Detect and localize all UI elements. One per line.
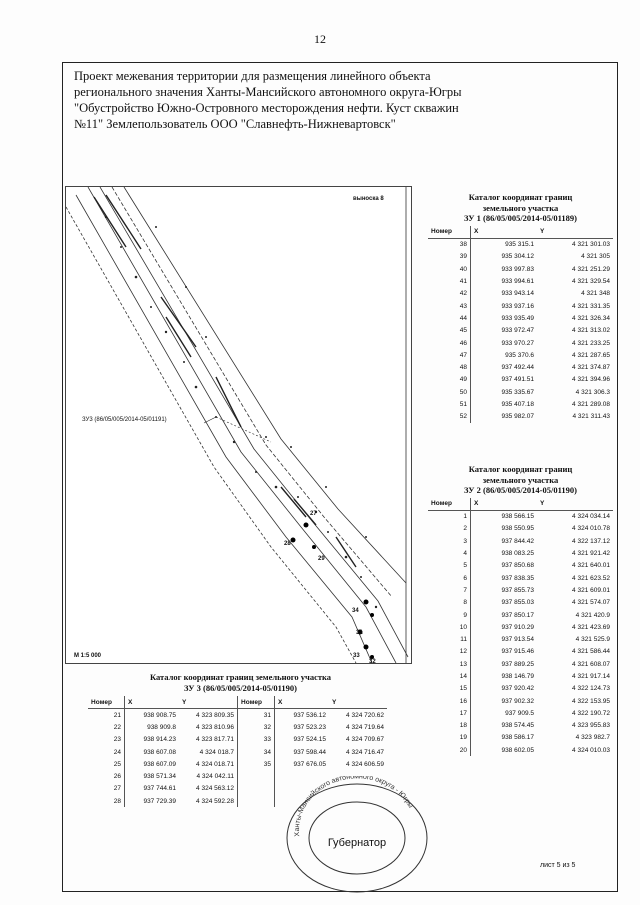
table-cell: 938 083.25 <box>501 550 534 558</box>
catalog-title-line: земельного участка <box>482 474 559 485</box>
table-cell: 4 321 305 <box>581 253 610 261</box>
table-cell: 938 914.23 <box>143 736 176 744</box>
table-cell: 4 321 586.44 <box>572 648 610 656</box>
table-row <box>428 683 613 695</box>
table-cell: 4 <box>428 547 471 559</box>
table-cell: 935 407.18 <box>501 401 534 408</box>
table-cell: 933 943.14 <box>501 290 534 298</box>
title-line: Проект межевания территории для размещения линейного объекта <box>74 69 431 83</box>
table-cell: 4 324 716.47 <box>346 748 384 756</box>
table-cell: 18 <box>428 720 471 732</box>
table-cell: 50 <box>428 386 471 398</box>
table-cell: 6 <box>428 572 471 584</box>
table-cell: 4 321 423.69 <box>572 623 610 631</box>
table-cell: 7 <box>428 584 471 596</box>
table-cell: 25 <box>88 758 125 770</box>
table-cell: 937 598.44 <box>293 748 326 756</box>
map-excerpt <box>65 186 412 664</box>
table-cell: 8 <box>428 597 471 609</box>
catalog-zu2 <box>428 464 613 756</box>
sheet-label: лист 5 из 5 <box>540 862 576 869</box>
table-cell: 13 <box>428 658 471 670</box>
table-cell: 937 676.05 <box>293 760 326 768</box>
table-cell <box>238 783 275 795</box>
column-header: Y <box>537 498 613 511</box>
table-cell: 937 855.73 <box>501 586 534 594</box>
table-row <box>428 288 613 300</box>
table-cell: 4 321 608.07 <box>572 660 610 668</box>
table-cell: 937 491.51 <box>501 376 534 384</box>
table-cell: 933 935.49 <box>501 314 534 322</box>
stamp-ring-text: Ханты-Мансийского автономного округа - Югры <box>293 776 414 837</box>
table-cell: 4 321 394.96 <box>572 376 610 384</box>
table-cell: 47 <box>428 349 471 361</box>
table-cell: 34 <box>238 746 275 758</box>
table-cell: 935 370.6 <box>505 351 534 359</box>
table-cell: 938 586.17 <box>501 734 534 742</box>
table-cell: 15 <box>428 683 471 695</box>
table-cell: 4 323 810.96 <box>179 721 238 733</box>
table-row <box>88 746 387 758</box>
title-line: №11" Землепользователь ООО "Славнефть-Нижневартовск" <box>74 117 396 131</box>
table-cell: 4 321 289.08 <box>572 401 610 408</box>
table-cell: 937 889.25 <box>501 660 534 668</box>
table-cell: 938 908.75 <box>143 711 176 719</box>
table-row <box>428 572 613 584</box>
table-cell: 4 324 709.67 <box>346 736 384 744</box>
corridor-line <box>66 207 356 663</box>
table-cell: 935 335.67 <box>501 388 534 396</box>
table-cell: 937 920.42 <box>501 685 534 693</box>
table-cell: 23 <box>88 734 125 746</box>
point-label: 29 <box>318 556 325 562</box>
table-cell: 937 915.46 <box>501 648 534 656</box>
catalog-title-line: Каталог координат границ <box>468 192 573 202</box>
table-cell: 933 994.61 <box>501 278 534 286</box>
table-cell: 46 <box>428 337 471 349</box>
table-cell: 938 566.15 <box>501 513 534 521</box>
table-cell: 938 574.45 <box>501 722 534 730</box>
table-cell: 4 323 982.7 <box>575 734 610 742</box>
table-cell: 48 <box>428 361 471 373</box>
table-cell: 4 321 233.25 <box>572 339 610 347</box>
table-cell: 4 322 153.95 <box>572 697 610 705</box>
table-cell: 38 <box>428 238 471 251</box>
catalog-title-line: земельного участка <box>482 202 559 213</box>
zu-leader-line <box>204 417 216 423</box>
table-cell: 4 324 592.28 <box>179 795 238 807</box>
corridor-lines <box>66 187 408 663</box>
table-cell: 4 321 525.9 <box>575 636 610 644</box>
table-cell: 4 321 326.34 <box>572 314 610 322</box>
table-cell: 4 324 018.71 <box>179 758 238 770</box>
column-header: Y <box>329 696 387 709</box>
point-label: 27 <box>310 511 317 517</box>
table-cell: 43 <box>428 300 471 312</box>
table-cell: 45 <box>428 325 471 337</box>
table-cell: 938 607.09 <box>143 760 176 768</box>
corridor-line <box>124 187 406 583</box>
column-header: Y <box>179 696 238 709</box>
table-cell: 937 910.29 <box>501 623 534 631</box>
table-cell: 4 321 348 <box>581 290 610 298</box>
table-row <box>428 523 613 535</box>
catalog-title <box>428 464 613 496</box>
table-cell: 937 850.68 <box>501 562 534 570</box>
table-row <box>428 411 613 423</box>
table-row <box>428 707 613 719</box>
table-cell: 937 523.23 <box>293 723 326 731</box>
table-cell: 12 <box>428 646 471 658</box>
table-cell: 44 <box>428 312 471 324</box>
table-cell: 5 <box>428 560 471 572</box>
table-row <box>428 744 613 756</box>
column-header: X <box>125 696 180 709</box>
table-cell: 4 322 124.73 <box>572 685 610 693</box>
point-label: 34 <box>352 608 359 614</box>
table-row <box>428 510 613 523</box>
table-cell: 4 321 329.54 <box>572 278 610 286</box>
table-cell: 10 <box>428 621 471 633</box>
table-cell: 4 324 018.7 <box>179 746 238 758</box>
table-cell: 20 <box>428 744 471 756</box>
table-cell: 33 <box>238 734 275 746</box>
table-cell: 22 <box>88 721 125 733</box>
zu-leader-line <box>216 417 271 442</box>
callout-label: выноска 8 <box>353 196 384 202</box>
column-header: Номер <box>428 226 471 239</box>
coordinate-table <box>428 498 613 757</box>
table-row <box>428 238 613 251</box>
scale-label: М 1:5 000 <box>74 653 102 659</box>
table-cell: 4 321 921.42 <box>572 550 610 558</box>
table-cell: 937 524.15 <box>293 736 326 744</box>
table-cell: 4 322 137.12 <box>572 537 610 545</box>
table-row <box>428 312 613 324</box>
table-cell: 2 <box>428 523 471 535</box>
table-cell: 937 492.44 <box>501 364 534 372</box>
table-cell: 21 <box>88 709 125 722</box>
table-row <box>428 251 613 263</box>
table-cell: 935 304.12 <box>501 253 534 261</box>
column-header: Y <box>537 226 613 239</box>
table-cell: 4 321 301.03 <box>572 241 610 249</box>
table-row <box>428 621 613 633</box>
table-cell: 4 321 640.01 <box>572 562 610 570</box>
table-cell: 933 970.27 <box>501 339 534 347</box>
table-cell: 937 902.32 <box>501 697 534 705</box>
table-cell: 32 <box>238 721 275 733</box>
table-cell: 937 855.03 <box>501 599 534 607</box>
table-row <box>428 732 613 744</box>
point-label: 28 <box>284 541 291 547</box>
zu3-label: ЗУ3 (86/05/005/2014-05/01191) <box>82 417 167 423</box>
table-row <box>428 720 613 732</box>
table-cell: 938 146.79 <box>501 673 534 680</box>
table-row <box>428 349 613 361</box>
document-title <box>74 68 594 132</box>
table-cell: 4 321 331.35 <box>572 302 610 310</box>
table-cell: 937 909.5 <box>505 709 534 717</box>
table-cell: 4 321 306.3 <box>575 388 610 396</box>
table-row <box>428 670 613 682</box>
table-cell: 9 <box>428 609 471 621</box>
table-cell: 14 <box>428 670 471 682</box>
table-cell: 19 <box>428 732 471 744</box>
coordinate-table <box>428 226 613 423</box>
table-cell: 938 607.08 <box>143 748 176 756</box>
table-cell: 937 536.12 <box>293 711 326 719</box>
table-cell: 4 324 563.12 <box>179 783 238 795</box>
table-cell: 4 324 010.03 <box>572 746 610 754</box>
svg-text:Ханты-Мансийского автономного <box>294 776 414 837</box>
point-label: 32 <box>369 659 376 663</box>
corridor-line <box>76 195 372 663</box>
table-row <box>428 300 613 312</box>
table-cell: 26 <box>88 770 125 782</box>
governor-stamp <box>282 776 432 894</box>
table-row <box>428 633 613 645</box>
table-cell: 52 <box>428 411 471 423</box>
catalog-title-line: Каталог координат границ земельного участка <box>149 672 332 682</box>
table-cell: 4 321 313.02 <box>572 327 610 335</box>
table-row <box>88 758 387 770</box>
table-row <box>428 386 613 398</box>
table-cell: 24 <box>88 746 125 758</box>
catalog-title-line: ЗУ 2 (86/05/005/2014-05/01190) <box>464 485 577 495</box>
table-row <box>428 609 613 621</box>
table-row <box>428 597 613 609</box>
point-label: 33 <box>353 653 360 659</box>
table-row <box>428 275 613 287</box>
survey-marks <box>105 216 377 608</box>
table-cell: 3 <box>428 535 471 547</box>
table-cell: 42 <box>428 288 471 300</box>
table-cell: 933 937.16 <box>501 302 534 310</box>
table-row <box>428 584 613 596</box>
table-cell: 41 <box>428 275 471 287</box>
table-row <box>428 337 613 349</box>
page-number: 12 <box>314 32 326 46</box>
table-cell: 4 323 817.71 <box>179 734 238 746</box>
table-row <box>428 263 613 275</box>
table-cell: 27 <box>88 783 125 795</box>
corridor-line <box>88 187 396 663</box>
table-cell: 28 <box>88 795 125 807</box>
table-cell: 4 324 042.11 <box>179 770 238 782</box>
table-cell: 49 <box>428 374 471 386</box>
table-cell: 933 997.83 <box>501 265 534 273</box>
table-cell: 4 321 251.29 <box>572 265 610 273</box>
table-cell: 4 324 719.64 <box>346 723 384 731</box>
table-cell <box>238 770 275 782</box>
table-cell: 937 844.42 <box>501 537 534 545</box>
table-cell: 1 <box>428 510 471 523</box>
map-drawing <box>66 187 411 663</box>
table-cell: 39 <box>428 251 471 263</box>
table-row <box>428 398 613 410</box>
table-cell: 935 315.1 <box>505 241 534 249</box>
table-cell: 4 321 287.65 <box>572 351 610 359</box>
table-cell: 4 324 720.62 <box>346 711 384 719</box>
table-row <box>88 734 387 746</box>
table-cell: 4 321 311.43 <box>572 413 610 421</box>
table-cell: 4 321 917.14 <box>572 673 610 680</box>
table-cell: 17 <box>428 707 471 719</box>
table-cell: 4 321 623.52 <box>572 574 610 582</box>
table-cell <box>238 795 275 807</box>
table-cell: 35 <box>238 758 275 770</box>
table-row <box>428 695 613 707</box>
column-header: Номер <box>88 696 125 709</box>
table-row <box>88 721 387 733</box>
table-cell: 4 323 809.35 <box>179 709 238 722</box>
catalog-title <box>428 192 613 224</box>
table-cell: 31 <box>238 709 275 722</box>
table-cell: 937 838.35 <box>501 574 534 582</box>
table-row <box>88 709 387 722</box>
table-cell: 4 321 574.07 <box>572 599 610 607</box>
table-row <box>428 361 613 373</box>
table-cell: 4 321 420.9 <box>575 611 610 619</box>
table-cell: 4 324 010.78 <box>572 525 610 533</box>
title-line: регионального значения Ханты-Мансийского автономного округа-Югры <box>74 85 462 99</box>
title-line: "Обустройство Южно-Островного месторождения нефти. Куст скважин <box>74 101 459 115</box>
table-cell: 40 <box>428 263 471 275</box>
table-cell: 937 850.17 <box>501 611 534 619</box>
table-cell: 937 913.54 <box>501 636 534 644</box>
stamp-center-text: Губернатор <box>327 837 387 849</box>
table-cell: 4 322 190.72 <box>572 709 610 717</box>
table-cell: 51 <box>428 398 471 410</box>
catalog-title-line: ЗУ 3 (86/05/005/2014-05/01190) <box>184 682 297 693</box>
column-header: X <box>471 498 538 511</box>
table-row <box>428 646 613 658</box>
table-row <box>428 658 613 670</box>
table-row <box>428 560 613 572</box>
table-cell: 937 744.61 <box>143 785 176 793</box>
table-cell: 4 321 374.87 <box>572 364 610 372</box>
table-cell: 4 321 609.01 <box>572 586 610 594</box>
stamp-seal <box>282 776 432 894</box>
table-cell: 937 729.39 <box>143 797 176 805</box>
table-cell: 16 <box>428 695 471 707</box>
column-header: Номер <box>238 696 275 709</box>
catalog-title <box>88 672 393 693</box>
table-cell: 938 602.05 <box>501 746 534 754</box>
point-label: 31 <box>356 630 363 636</box>
catalog-title-line: ЗУ 1 (86/05/005/2014-05/01189) <box>464 213 577 223</box>
catalog-zu1 <box>428 192 613 423</box>
table-row <box>428 374 613 386</box>
column-header: X <box>471 226 538 239</box>
catalog-title-line: Каталог координат границ <box>468 464 573 474</box>
table-cell: 938 571.34 <box>143 773 176 781</box>
table-cell: 938 909.8 <box>147 723 176 731</box>
table-cell: 933 972.47 <box>501 327 534 335</box>
table-row <box>428 547 613 559</box>
table-cell: 4 324 034.14 <box>572 513 610 521</box>
table-cell: 4 323 955.83 <box>572 722 610 730</box>
table-row <box>428 325 613 337</box>
table-cell: 4 324 606.59 <box>346 760 384 768</box>
table-cell: 11 <box>428 633 471 645</box>
table-cell: 935 982.07 <box>501 413 534 421</box>
column-header: Номер <box>428 498 471 511</box>
column-header: X <box>275 696 330 709</box>
table-cell: 938 550.95 <box>501 525 534 533</box>
table-row <box>428 535 613 547</box>
